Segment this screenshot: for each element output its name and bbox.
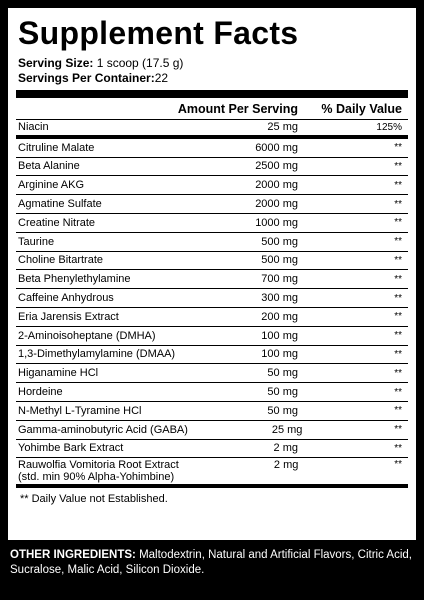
ingredient-name: Beta Alanine xyxy=(18,160,80,173)
table-row xyxy=(16,364,408,383)
ingredient-amount: 200 mg xyxy=(261,310,298,323)
ingredient-daily-value: ** xyxy=(394,348,402,360)
ingredient-amount: 500 mg xyxy=(261,235,298,248)
ingredient-amount: 50 mg xyxy=(267,367,298,380)
ingredient-daily-value: ** xyxy=(394,217,402,229)
ingredient-name: 1,3-Dimethylamylamine (DMAA) xyxy=(18,348,176,361)
ingredient-amount: 2500 mg xyxy=(255,160,298,173)
other-ingredients xyxy=(10,548,414,578)
ingredient-name: Arginine AKG xyxy=(18,179,85,192)
ingredient-amount: 6000 mg xyxy=(255,141,298,154)
ingredient-name: Agmatine Sulfate xyxy=(18,198,102,211)
header-amount: Amount Per Serving xyxy=(177,101,298,116)
table-row xyxy=(16,402,408,421)
thick-divider xyxy=(16,90,408,98)
ingredient-name: Eria Jarensis Extract xyxy=(18,310,119,323)
table-row xyxy=(16,158,408,177)
ingredient-daily-value: ** xyxy=(394,236,402,248)
ingredient-amount: 700 mg xyxy=(261,273,298,286)
serving-size xyxy=(18,56,416,71)
ingredient-daily-value: ** xyxy=(394,311,402,323)
servings-per-container xyxy=(18,71,416,86)
ingredient-daily-value: ** xyxy=(394,198,402,210)
table-row xyxy=(16,270,408,289)
supplement-facts-panel xyxy=(8,8,416,540)
ingredient-daily-value: ** xyxy=(394,442,402,454)
ingredient-daily-value: ** xyxy=(394,386,402,398)
ingredient-name: Niacin xyxy=(18,121,49,134)
ingredient-daily-value: ** xyxy=(394,160,402,172)
ingredient-amount: 25 mg xyxy=(271,423,303,436)
serving-size-label: Serving Size: xyxy=(18,56,94,70)
ingredient-name xyxy=(16,459,179,483)
nutrient-table xyxy=(16,120,408,484)
table-row xyxy=(16,233,408,252)
table-row xyxy=(16,214,408,233)
table-row xyxy=(16,308,408,327)
ingredient-name: Caffeine Anhydrous xyxy=(18,292,114,305)
table-row xyxy=(16,327,408,346)
footnote: ** Daily Value not Established. xyxy=(20,493,168,506)
ingredient-name: Higanamine HCl xyxy=(18,367,99,380)
ingredient-amount: 50 mg xyxy=(267,386,298,399)
ingredient-amount: 100 mg xyxy=(261,348,298,361)
ingredient-name-line2: (std. min 90% Alpha-Yohimbine) xyxy=(18,471,175,484)
ingredient-daily-value: ** xyxy=(394,254,402,266)
ingredient-amount: 50 mg xyxy=(267,404,298,417)
table-header xyxy=(16,98,408,120)
table-row xyxy=(16,346,408,365)
table-row xyxy=(16,458,408,484)
ingredient-amount: 2000 mg xyxy=(255,198,298,211)
ingredient-name: Beta Phenylethylamine xyxy=(18,273,131,286)
ingredient-daily-value: ** xyxy=(394,179,402,191)
other-ingredients-label: OTHER INGREDIENTS: xyxy=(10,549,136,561)
servings-label: Servings Per Container: xyxy=(18,71,155,85)
ingredient-amount: 2 mg xyxy=(273,459,299,472)
ingredient-daily-value: ** xyxy=(394,273,402,285)
ingredient-name: N-Methyl L-Tyramine HCl xyxy=(18,404,142,417)
ingredient-daily-value: ** xyxy=(394,405,402,417)
table-row xyxy=(16,289,408,308)
ingredient-daily-value: ** xyxy=(394,292,402,304)
table-row xyxy=(16,176,408,195)
ingredient-daily-value: ** xyxy=(394,424,402,436)
ingredient-amount: 2000 mg xyxy=(255,179,298,192)
ingredient-amount: 500 mg xyxy=(261,254,298,267)
ingredient-name: Citruline Malate xyxy=(18,141,95,154)
ingredient-name: Yohimbe Bark Extract xyxy=(18,442,124,455)
ingredient-name-line1: Rauwolfia Vomitoria Root Extract xyxy=(18,459,179,472)
ingredient-daily-value: 125% xyxy=(376,121,402,133)
other-ingredients-text: Maltodextrin, Natural and Artificial Flavors, Citric Acid, Sucralose, Malic Acid, Silicon Dioxide. xyxy=(10,549,412,576)
ingredient-amount: 1000 mg xyxy=(255,216,298,229)
ingredient-amount: 100 mg xyxy=(261,329,298,342)
ingredient-name: Hordeine xyxy=(18,386,63,399)
table-row xyxy=(16,120,408,139)
ingredient-name: Creatine Nitrate xyxy=(18,216,96,229)
ingredient-amount: 25 mg xyxy=(267,121,298,134)
table-row xyxy=(16,195,408,214)
table-row xyxy=(16,252,408,271)
table-row xyxy=(16,421,408,440)
ingredient-daily-value: ** xyxy=(394,330,402,342)
ingredient-amount: 300 mg xyxy=(261,292,298,305)
ingredient-daily-value: ** xyxy=(394,459,402,471)
serving-size-value: 1 scoop (17.5 g) xyxy=(93,56,184,70)
ingredient-amount: 2 mg xyxy=(273,442,298,455)
serving-info xyxy=(8,56,416,86)
panel-title: Supplement Facts xyxy=(18,15,299,51)
ingredient-name: Gamma-aminobutyric Acid (GABA) xyxy=(18,423,188,436)
table-row xyxy=(16,383,408,402)
table-row xyxy=(16,139,408,158)
header-daily-value: % Daily Value xyxy=(321,101,402,116)
servings-value: 22 xyxy=(154,71,169,85)
ingredient-name: Choline Bitartrate xyxy=(18,254,103,267)
table-row xyxy=(16,440,408,459)
ingredient-name: Taurine xyxy=(18,235,55,248)
ingredient-daily-value: ** xyxy=(394,367,402,379)
ingredient-daily-value: ** xyxy=(394,142,402,154)
ingredient-name: 2-Aminoisoheptane (DMHA) xyxy=(18,329,156,342)
